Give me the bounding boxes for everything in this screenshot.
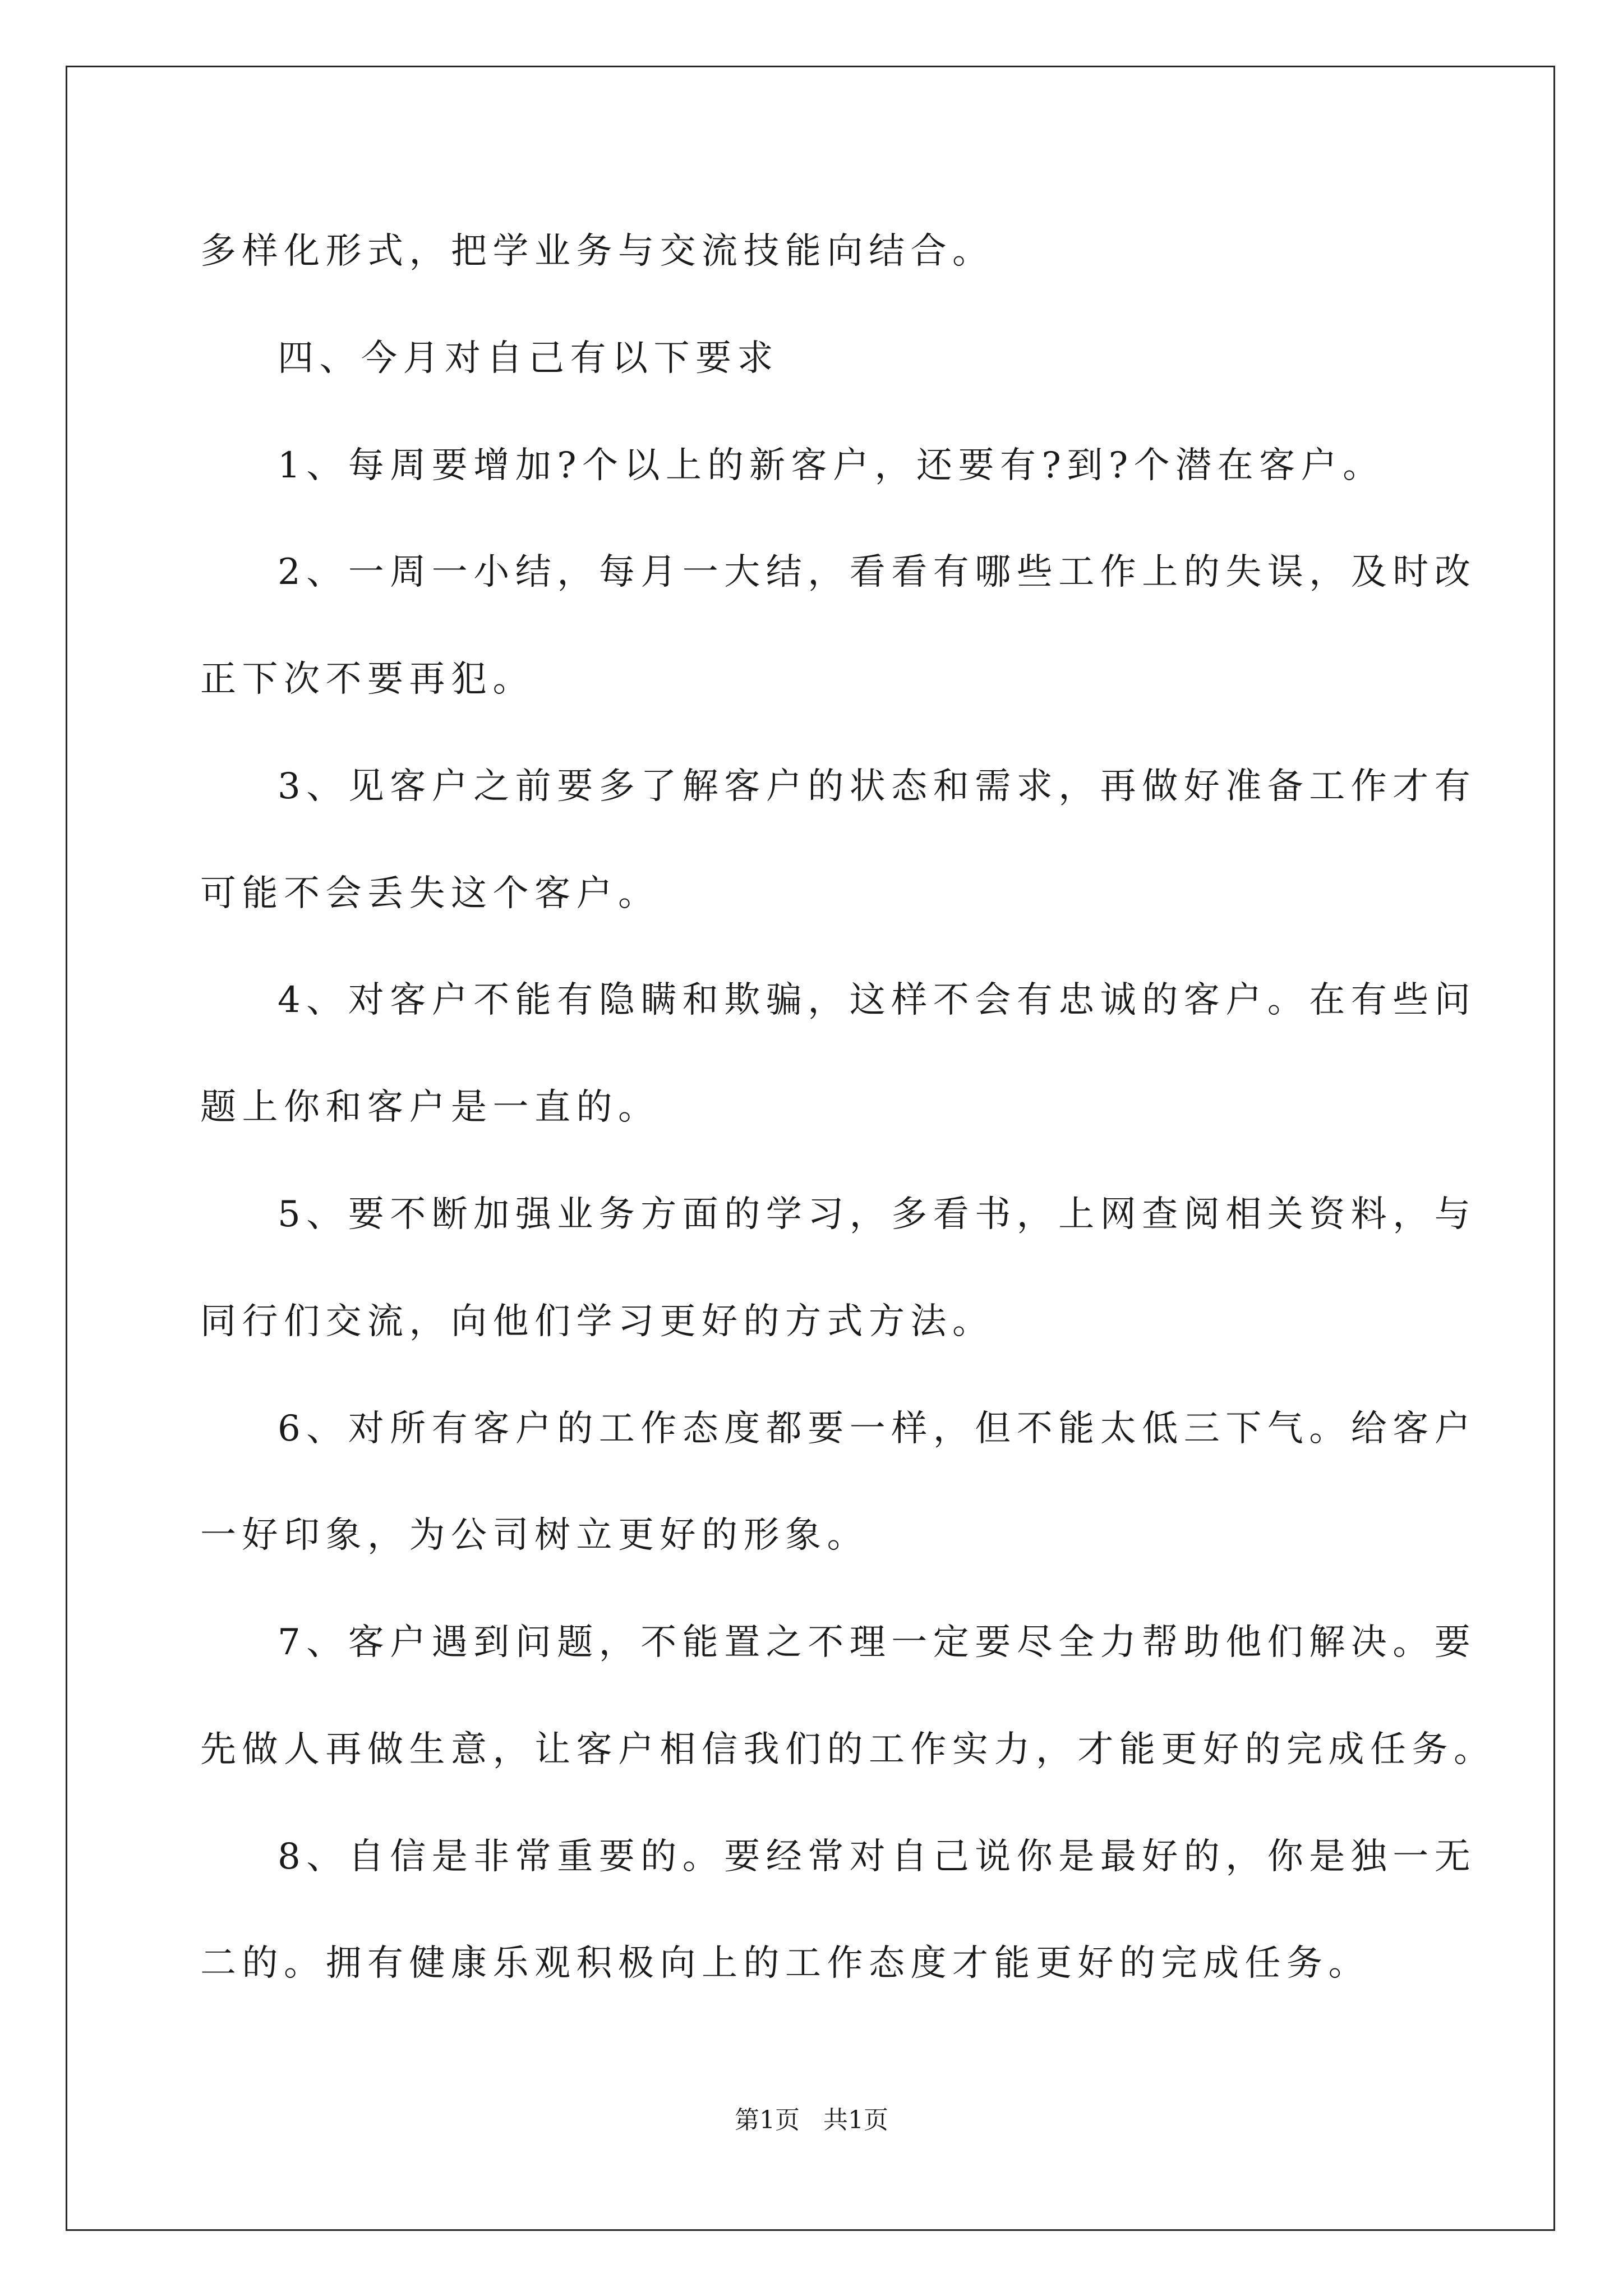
text-line: 同行们交流，向他们学习更好的方式方法。 bbox=[200, 1301, 994, 1342]
text-line: 二的。拥有健康乐观积极向上的工作态度才能更好的完成任务。 bbox=[200, 1943, 1370, 1984]
text-line: 多样化形式，把学业务与交流技能向结合。 bbox=[200, 231, 994, 272]
list-item: 5、要不断加强业务方面的学习，多看书，上网查阅相关资料，与 bbox=[278, 1194, 1477, 1235]
list-item: 7、客户遇到问题，不能置之不理一定要尽全力帮助他们解决。要 bbox=[278, 1622, 1477, 1663]
section-heading: 四、今月对自己有以下要求 bbox=[278, 338, 779, 379]
text-line: 一好印象，为公司树立更好的形象。 bbox=[200, 1515, 869, 1556]
page-number-footer: 第1页 共1页 bbox=[735, 2106, 888, 2134]
text-line: 题上你和客户是一直的。 bbox=[200, 1087, 660, 1128]
text-line: 正下次不要再犯。 bbox=[200, 659, 534, 700]
list-item: 4、对客户不能有隐瞒和欺骗，这样不会有忠诚的客户。在有些问 bbox=[278, 979, 1477, 1021]
list-item: 8、自信是非常重要的。要经常对自己说你是最好的，你是独一无 bbox=[278, 1836, 1477, 1878]
text-line: 先做人再做生意，让客户相信我们的工作实力，才能更好的完成任务。 bbox=[200, 1729, 1496, 1770]
list-item: 3、见客户之前要多了解客户的状态和需求，再做好准备工作才有 bbox=[278, 766, 1477, 807]
page-border bbox=[66, 66, 1555, 2231]
text-line: 可能不会丢失这个客户。 bbox=[200, 873, 660, 914]
list-item: 1、每周要增加?个以上的新客户，还要有?到?个潜在客户。 bbox=[278, 445, 1385, 486]
list-item: 2、一周一小结，每月一大结，看看有哪些工作上的失误，及时改 bbox=[278, 551, 1477, 593]
list-item: 6、对所有客户的工作态度都要一样，但不能太低三下气。给客户 bbox=[278, 1408, 1477, 1450]
